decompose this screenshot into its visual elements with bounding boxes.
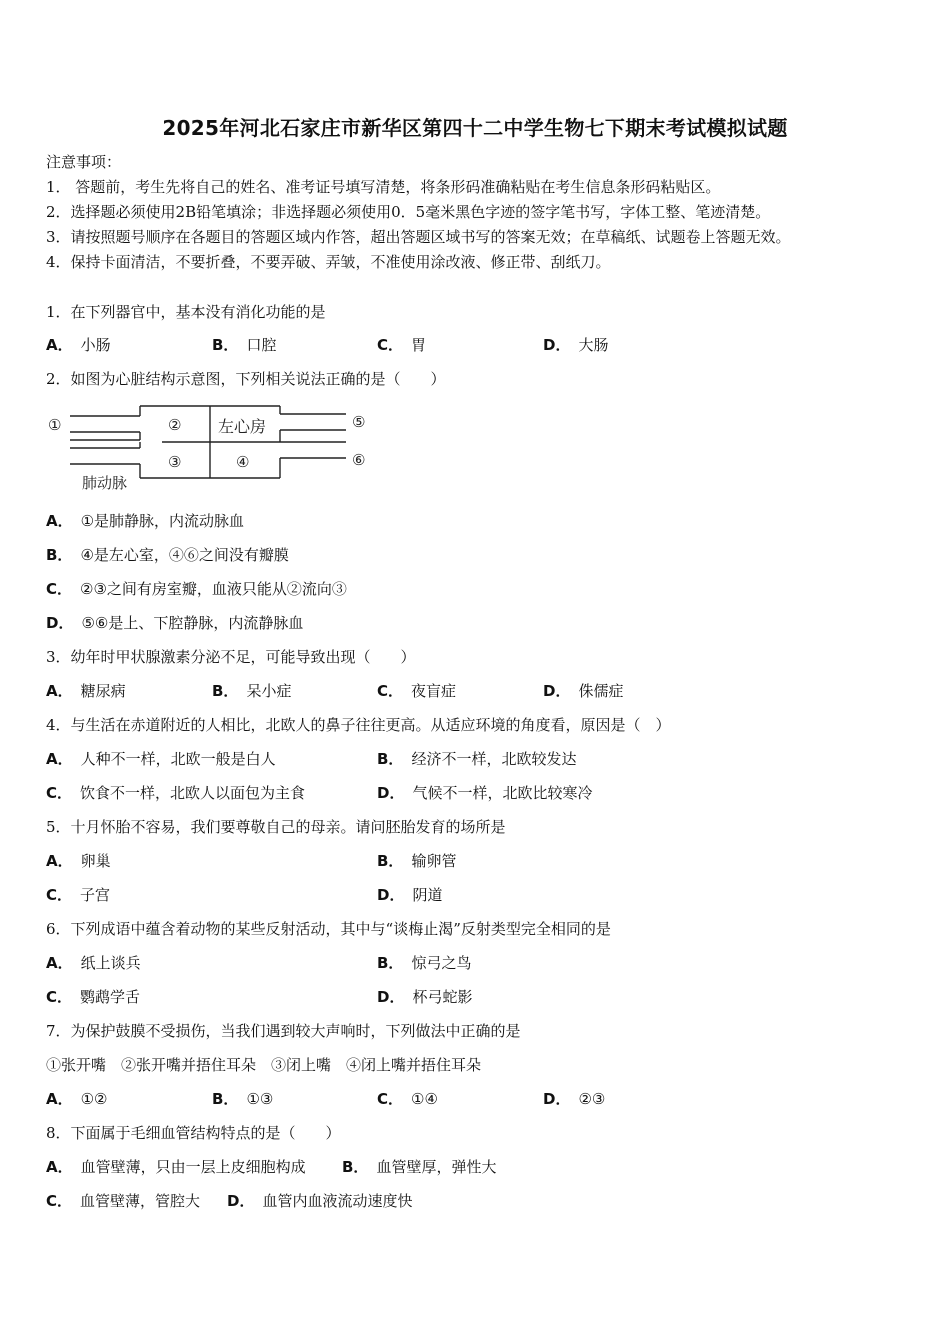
option-letter: B． xyxy=(212,682,239,700)
q2-option-b xyxy=(46,545,289,565)
option-letter: C． xyxy=(377,1090,404,1108)
notice-heading: 注意事项： xyxy=(46,153,122,171)
option-text: 杯弓蛇影 xyxy=(412,988,473,1006)
option-text: 纸上谈兵 xyxy=(80,954,141,972)
q1-option-b xyxy=(212,335,276,355)
q3-option-b xyxy=(212,681,291,701)
option-letter: A． xyxy=(46,750,73,768)
option-text: 糖尿病 xyxy=(80,682,126,700)
q1-option-a xyxy=(46,335,111,355)
option-letter: D． xyxy=(543,1090,571,1108)
option-text: 血管壁薄，只由一层上皮细胞构成 xyxy=(80,1158,306,1176)
option-text: 饮食不一样，北欧人以面包为主食 xyxy=(80,784,306,802)
option-text: 侏儒症 xyxy=(578,682,624,700)
option-letter: B． xyxy=(212,1090,239,1108)
option-text: 输卵管 xyxy=(411,852,457,870)
q6-option-c xyxy=(46,987,140,1007)
option-letter: C． xyxy=(46,580,73,598)
option-text: ②③之间有房室瓣，血液只能从②流向③ xyxy=(80,580,347,598)
option-letter: B． xyxy=(342,1158,369,1176)
option-letter: A． xyxy=(46,336,73,354)
option-letter: D． xyxy=(377,988,405,1006)
option-letter: B． xyxy=(377,750,404,768)
q1-option-d xyxy=(543,335,608,355)
option-text: 大肠 xyxy=(578,336,609,354)
q7-option-d xyxy=(543,1089,605,1109)
q4-option-d xyxy=(377,783,592,803)
q8-option-c xyxy=(46,1191,200,1211)
pulmonary-artery-label: 肺动脉 xyxy=(82,474,128,492)
option-letter: A． xyxy=(46,954,73,972)
option-letter: B． xyxy=(46,546,73,564)
option-text: 惊弓之鸟 xyxy=(411,954,472,972)
option-letter: D． xyxy=(227,1192,255,1210)
q5-option-b xyxy=(377,851,456,871)
question-6-stem: 6．下列成语中蕴含着动物的某些反射活动，其中与“谈梅止渴”反射类型完全相同的是 xyxy=(46,920,611,938)
option-letter: C． xyxy=(377,682,404,700)
question-5-stem: 5．十月怀胎不容易，我们要尊敬自己的母亲。请问胚胎发育的场所是 xyxy=(46,818,506,836)
heart-structure-diagram xyxy=(44,402,384,498)
option-text: ⑤⑥是上、下腔静脉，内流静脉血 xyxy=(81,614,304,632)
option-letter: B． xyxy=(377,954,404,972)
option-letter: A． xyxy=(46,852,73,870)
option-text: 经济不一样，北欧较发达 xyxy=(411,750,577,768)
q3-option-d xyxy=(543,681,623,701)
option-letter: C． xyxy=(46,784,73,802)
question-7-choices: ①张开嘴 ②张开嘴并捂住耳朵 ③闭上嘴 ④闭上嘴并捂住耳朵 xyxy=(46,1056,482,1074)
q1-option-c xyxy=(377,335,426,355)
option-letter: B． xyxy=(377,852,404,870)
option-text: 胃 xyxy=(411,336,427,354)
option-letter: C． xyxy=(46,886,73,904)
option-letter: C． xyxy=(46,1192,73,1210)
q6-option-b xyxy=(377,953,471,973)
option-text: ④是左心室，④⑥之间没有瓣膜 xyxy=(80,546,289,564)
q5-option-c xyxy=(46,885,110,905)
option-text: ①② xyxy=(80,1090,108,1108)
option-text: ①③ xyxy=(246,1090,274,1108)
q7-option-a xyxy=(46,1089,108,1109)
option-text: ①④ xyxy=(411,1090,438,1108)
label-2: ② xyxy=(168,416,182,434)
q7-option-b xyxy=(212,1089,273,1109)
option-text: 呆小症 xyxy=(246,682,292,700)
option-letter: A． xyxy=(46,682,73,700)
option-letter: D． xyxy=(543,682,571,700)
option-letter: A． xyxy=(46,512,73,530)
notice-item-2: 2．选择题必须使用2B铅笔填涂；非选择题必须使用0．5毫米黑色字迹的签字笔书写，字体工整、笔迹清楚。 xyxy=(46,203,771,221)
q8-option-b xyxy=(342,1157,496,1177)
q4-option-c xyxy=(46,783,305,803)
label-1: ① xyxy=(48,416,62,434)
option-text: 夜盲症 xyxy=(411,682,457,700)
option-letter: B． xyxy=(212,336,239,354)
option-letter: C． xyxy=(46,988,73,1006)
option-letter: D． xyxy=(377,886,405,904)
option-text: 卵巢 xyxy=(80,852,111,870)
option-text: ②③ xyxy=(578,1090,606,1108)
q4-option-a xyxy=(46,749,276,769)
question-8-stem: 8．下面属于毛细血管结构特点的是（ ） xyxy=(46,1124,341,1142)
option-text: 人种不一样，北欧一般是白人 xyxy=(80,750,276,768)
label-5: ⑤ xyxy=(352,413,366,431)
q2-option-c xyxy=(46,579,347,599)
question-4-stem: 4．与生活在赤道附近的人相比，北欧人的鼻子往往更高。从适应环境的角度看，原因是（ ） xyxy=(46,716,671,734)
option-text: 鹦鹉学舌 xyxy=(80,988,141,1006)
option-letter: A． xyxy=(46,1090,73,1108)
option-letter: C． xyxy=(377,336,404,354)
q8-option-d xyxy=(227,1191,412,1211)
option-letter: D． xyxy=(46,614,74,632)
q2-option-d xyxy=(46,613,303,633)
option-text: 血管壁薄，管腔大 xyxy=(80,1192,201,1210)
q4-option-b xyxy=(377,749,576,769)
option-text: 阴道 xyxy=(412,886,443,904)
label-6: ⑥ xyxy=(352,451,366,469)
q8-option-a xyxy=(46,1157,306,1177)
option-letter: A． xyxy=(46,1158,73,1176)
option-text: 血管壁厚，弹性大 xyxy=(376,1158,497,1176)
option-text: ①是肺静脉，内流动脉血 xyxy=(80,512,245,530)
option-text: 气候不一样，北欧比较寒冷 xyxy=(412,784,593,802)
q6-option-d xyxy=(377,987,472,1007)
notice-item-1: 1． 答题前，考生先将自己的姓名、准考证号填写清楚，将条形码准确粘贴在考生信息条形码粘贴区。 xyxy=(46,178,721,196)
q7-option-c xyxy=(377,1089,438,1109)
question-2-stem: 2．如图为心脏结构示意图，下列相关说法正确的是（ ） xyxy=(46,370,446,388)
q3-option-a xyxy=(46,681,126,701)
page-title: 2025年河北石家庄市新华区第四十二中学生物七下期末考试模拟试题 xyxy=(162,116,788,140)
option-letter: D． xyxy=(543,336,571,354)
q3-option-c xyxy=(377,681,456,701)
option-text: 小肠 xyxy=(80,336,111,354)
option-text: 口腔 xyxy=(246,336,277,354)
notice-item-4: 4．保持卡面清洁，不要折叠，不要弄破、弄皱，不准使用涂改液、修正带、刮纸刀。 xyxy=(46,253,611,271)
option-letter: D． xyxy=(377,784,405,802)
question-7-stem: 7．为保护鼓膜不受损伤，当我们遇到较大声响时，下列做法中正确的是 xyxy=(46,1022,521,1040)
q5-option-a xyxy=(46,851,111,871)
q2-option-a xyxy=(46,511,244,531)
label-4: ④ xyxy=(236,453,250,471)
question-3-stem: 3．幼年时甲状腺激素分泌不足，可能导致出现（ ） xyxy=(46,648,416,666)
option-text: 血管内血液流动速度快 xyxy=(262,1192,413,1210)
notice-item-3: 3．请按照题号顺序在各题目的答题区域内作答，超出答题区域书写的答案无效；在草稿纸、试题卷上答题无效。 xyxy=(46,228,791,246)
label-3: ③ xyxy=(168,453,182,471)
option-text: 子宫 xyxy=(80,886,111,904)
q5-option-d xyxy=(377,885,442,905)
q6-option-a xyxy=(46,953,141,973)
left-atrium-label: 左心房 xyxy=(218,417,267,436)
question-1-stem: 1．在下列器官中，基本没有消化功能的是 xyxy=(46,303,326,321)
